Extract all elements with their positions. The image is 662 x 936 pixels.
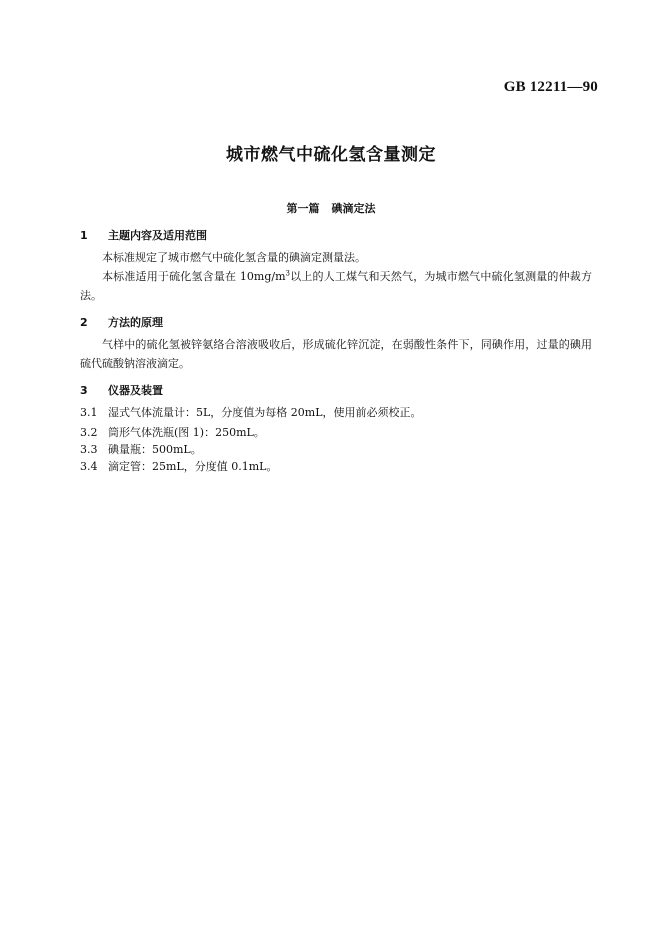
item-text: 碘量瓶：500mL。 bbox=[108, 443, 202, 456]
item-number: 3.3 bbox=[80, 443, 98, 456]
paragraph-text: 本标准适用于硫化氢含量在 10mg/m bbox=[102, 270, 286, 283]
section-title: 主题内容及适用范围 bbox=[108, 229, 207, 242]
paragraph-text: 以上的人工煤气和天然气，为城市燃气中硫化氢测量的仲裁方法。 bbox=[80, 270, 592, 302]
part-heading bbox=[0, 200, 662, 216]
section-1-heading bbox=[80, 227, 207, 243]
list-item bbox=[80, 405, 422, 421]
paragraph bbox=[80, 267, 592, 305]
paragraph: 本标准规定了城市燃气中硫化氢含量的碘滴定测量法。 bbox=[102, 251, 366, 264]
item-text: 湿式气体流量计：5L，分度值为每格 20mL，使用前必须校正。 bbox=[108, 406, 422, 419]
section-3-heading bbox=[80, 382, 163, 398]
item-number: 3.4 bbox=[80, 460, 98, 473]
section-number: 3 bbox=[80, 384, 88, 397]
section-number: 2 bbox=[80, 316, 88, 329]
standard-code: GB 12211—90 bbox=[503, 79, 598, 95]
list-item bbox=[80, 442, 202, 458]
document-title: 城市燃气中硫化氢含量测定 bbox=[226, 145, 436, 165]
part-name: 碘滴定法 bbox=[331, 202, 376, 215]
part-number: 第一篇 bbox=[286, 202, 320, 215]
item-text: 筒形气体洗瓶(图 1)：250mL。 bbox=[108, 426, 265, 439]
section-1-body bbox=[80, 248, 592, 305]
superscript: 3 bbox=[285, 269, 290, 278]
item-number: 3.2 bbox=[80, 426, 98, 439]
section-2-heading bbox=[80, 314, 163, 330]
item-number: 3.1 bbox=[80, 406, 98, 419]
section-title: 方法的原理 bbox=[108, 316, 163, 329]
list-item bbox=[80, 459, 277, 475]
list-item bbox=[80, 425, 265, 441]
section-title: 仪器及装置 bbox=[108, 384, 163, 397]
section-number: 1 bbox=[80, 229, 88, 242]
item-text: 滴定管：25mL，分度值 0.1mL。 bbox=[108, 460, 278, 473]
paragraph: 气样中的硫化氢被锌氨络合溶液吸收后，形成硫化锌沉淀，在弱酸性条件下，同碘作用，过量的碘用硫代硫酸钠溶液滴定。 bbox=[80, 338, 592, 370]
section-2-body bbox=[80, 335, 592, 373]
